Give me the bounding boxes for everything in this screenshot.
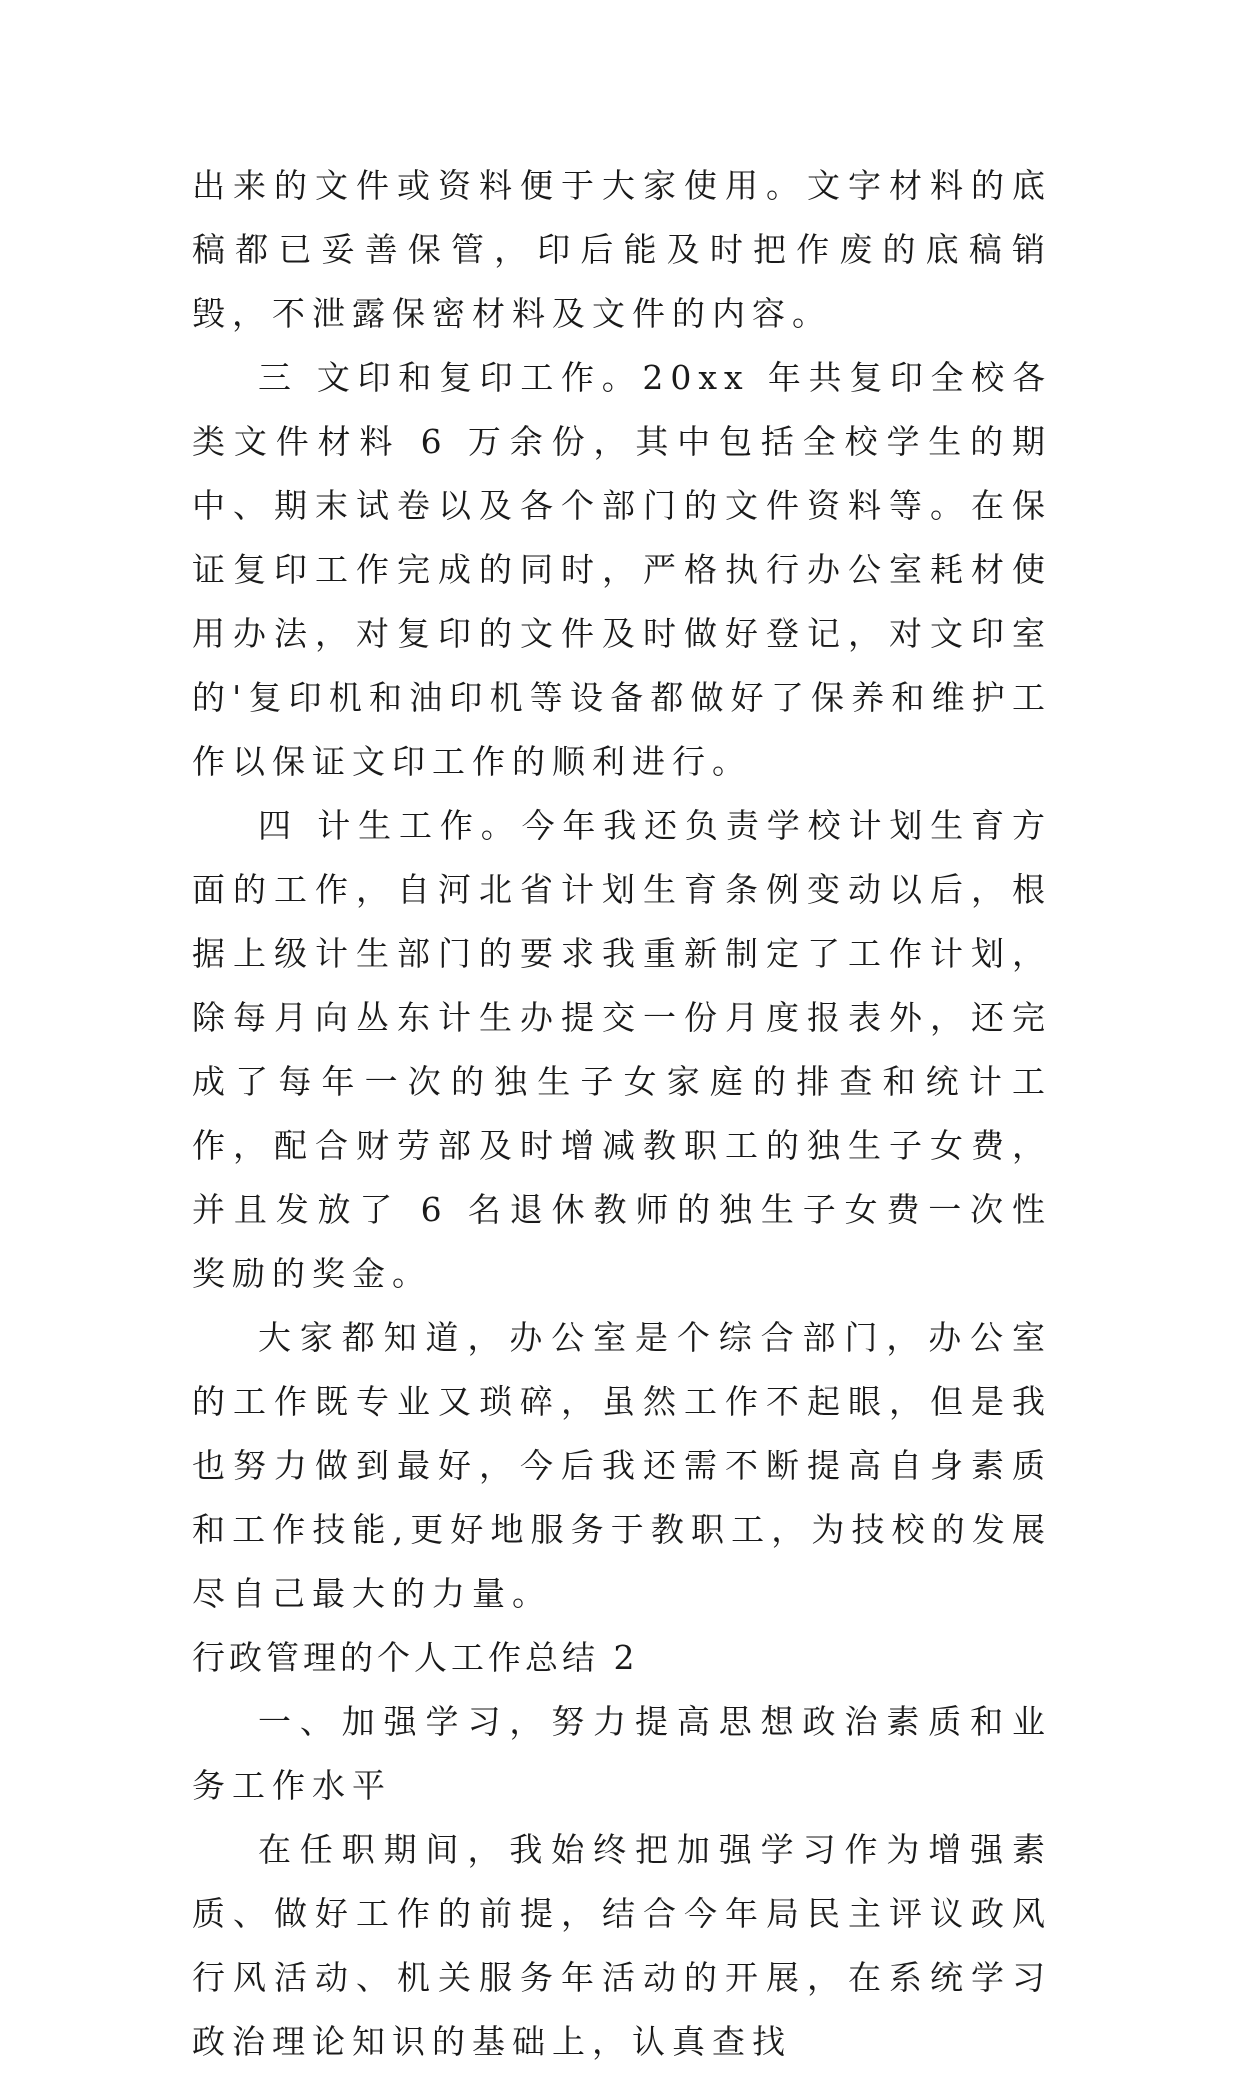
subheading: 一、加强学习，努力提高思想政治素质和业务工作水平: [192, 1702, 1052, 1805]
paragraph-intro-continuation: 出来的文件或资料便于大家使用。文字材料的底稿都已妥善保管，印后能及时把作废的底稿销毁，不泄露保密材料及文件的内容。: [192, 166, 1052, 333]
section-heading: 行政管理的个人工作总结 2: [192, 1638, 639, 1677]
paragraph-printing-and-copying: 三 文印和复印工作。20xx 年共复印全校各类文件材料 6 万余份，其中包括全校学生的期中、期末试卷以及各个部门的文件资料等。在保证复印工作完成的同时，严格执行办公室耗材使用办法，对复印的文件及时做好登记，对文印室的'复印机和油印机等设备都做好了保养和维护工作以保证文印工作的顺利进行。: [192, 358, 1052, 781]
paragraph-study: 在任职期间，我始终把加强学习作为增强素质、做好工作的前提，结合今年局民主评议政风行风活动、机关服务年活动的开展，在系统学习政治理论知识的基础上，认真查找: [192, 1830, 1052, 2061]
paragraph-summary: 大家都知道，办公室是个综合部门，办公室的工作既专业又琐碎，虽然工作不起眼，但是我也努力做到最好，今后我还需不断提高自身素质和工作技能,更好地服务于教职工，为技校的发展尽自己最大的力量。: [192, 1318, 1052, 1613]
paragraph-family-planning: 四 计生工作。今年我还负责学校计划生育方面的工作，自河北省计划生育条例变动以后，根据上级计生部门的要求我重新制定了工作计划，除每月向丛东计生办提交一份月度报表外，还完成了每年一次的独生子女家庭的排查和统计工作，配合财劳部及时增减教职工的独生子女费，并且发放了 6 名退休教师的独生子女费一次性奖励的奖金。: [192, 806, 1052, 1293]
document-body: [192, 154, 1052, 2074]
